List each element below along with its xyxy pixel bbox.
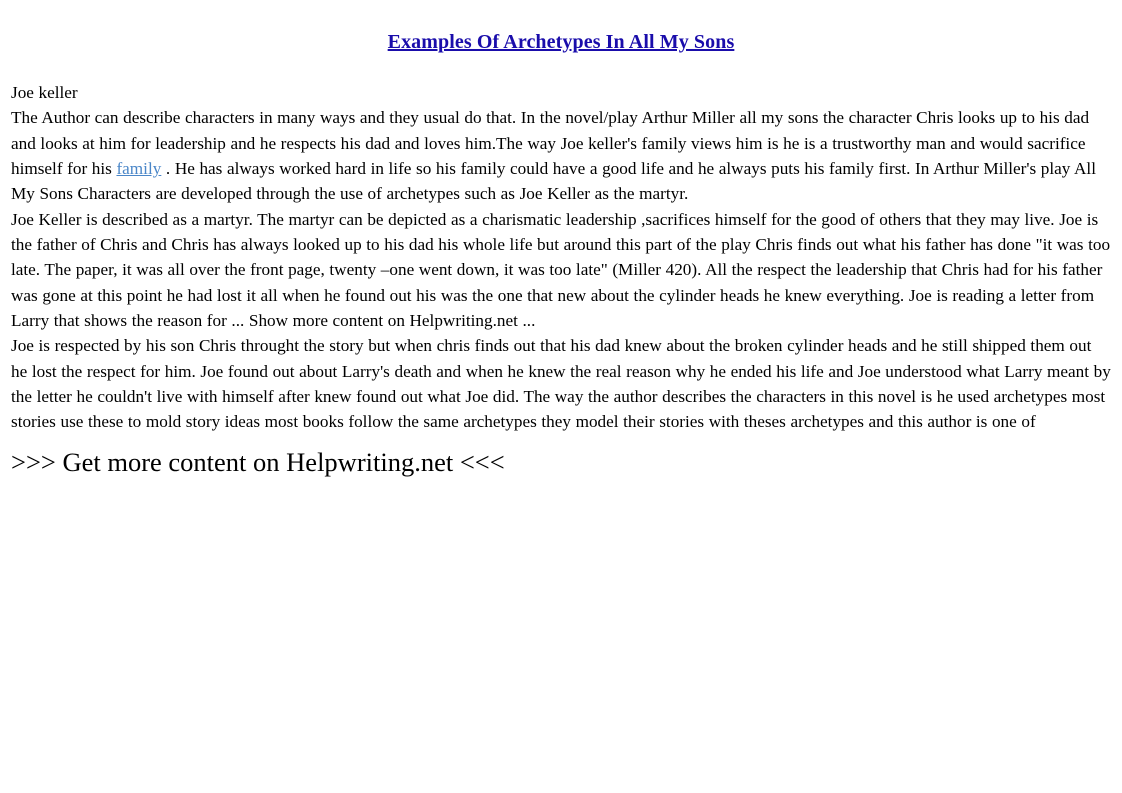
document-body bbox=[11, 80, 1111, 435]
get-more-content-link[interactable]: >>> Get more content on Helpwriting.net <<< bbox=[11, 446, 505, 477]
document-title-link[interactable]: Examples Of Archetypes In All My Sons bbox=[387, 31, 735, 53]
document-page bbox=[11, 0, 1111, 479]
family-link[interactable]: family bbox=[116, 159, 162, 179]
paragraph-1-text-after-link: . He has always worked hard in life so his family could have a good life and he always puts his family first. In Arthur Miller's play All My Sons Characters are developed through the use of archetypes such as Joe Keller as the martyr. bbox=[11, 159, 1096, 204]
paragraph-1 bbox=[11, 105, 1111, 206]
title-container bbox=[11, 31, 1111, 57]
paragraph-2: Joe Keller is described as a martyr. The martyr can be depicted as a charismatic leadership ,sacrifices himself for the good of others that they may live. Joe is the father of Chris and Chris has always looked up to his dad his whole life but around this part of the play Chris finds out what his father has done "it was too late. The paper, it was all over the front page, twenty –one went down, it was too late" (Miller 420). All the respect the leadership that Chris had for his father was gone at this point he had lost it all when he found out his was the one that new about the cylinder heads he knew everything. Joe is reading a letter from Larry that shows the reason for ... Show more content on Helpwriting.net ... bbox=[11, 209, 1111, 331]
paragraph-3: Joe is respected by his son Chris throught the story but when chris finds out that his dad knew about the broken cylinder heads and he still shipped them out he lost the respect for him. Joe found out about Larry's death and when he knew the real reason why he ended his life and Joe understood what Larry meant by the letter he couldn't live with himself after knew found out what Joe did. The way the author describes the characters in this novel is he used archetypes most stories use these to mold story ideas most books follow the same archetypes they model their stories with theses archetypes and this author is one of bbox=[11, 336, 1111, 432]
paragraph-1-text-before-link: The Author can describe characters in many ways and they usual do that. In the novel/play Arthur Miller all my sons the character Chris looks up to his dad and looks at him for leadership and he respects his dad and loves him.The way Joe keller's family views him is he is a trustworthy man and would sacrifice himself for his bbox=[11, 108, 1090, 179]
document-subtitle: Joe keller bbox=[11, 83, 78, 102]
